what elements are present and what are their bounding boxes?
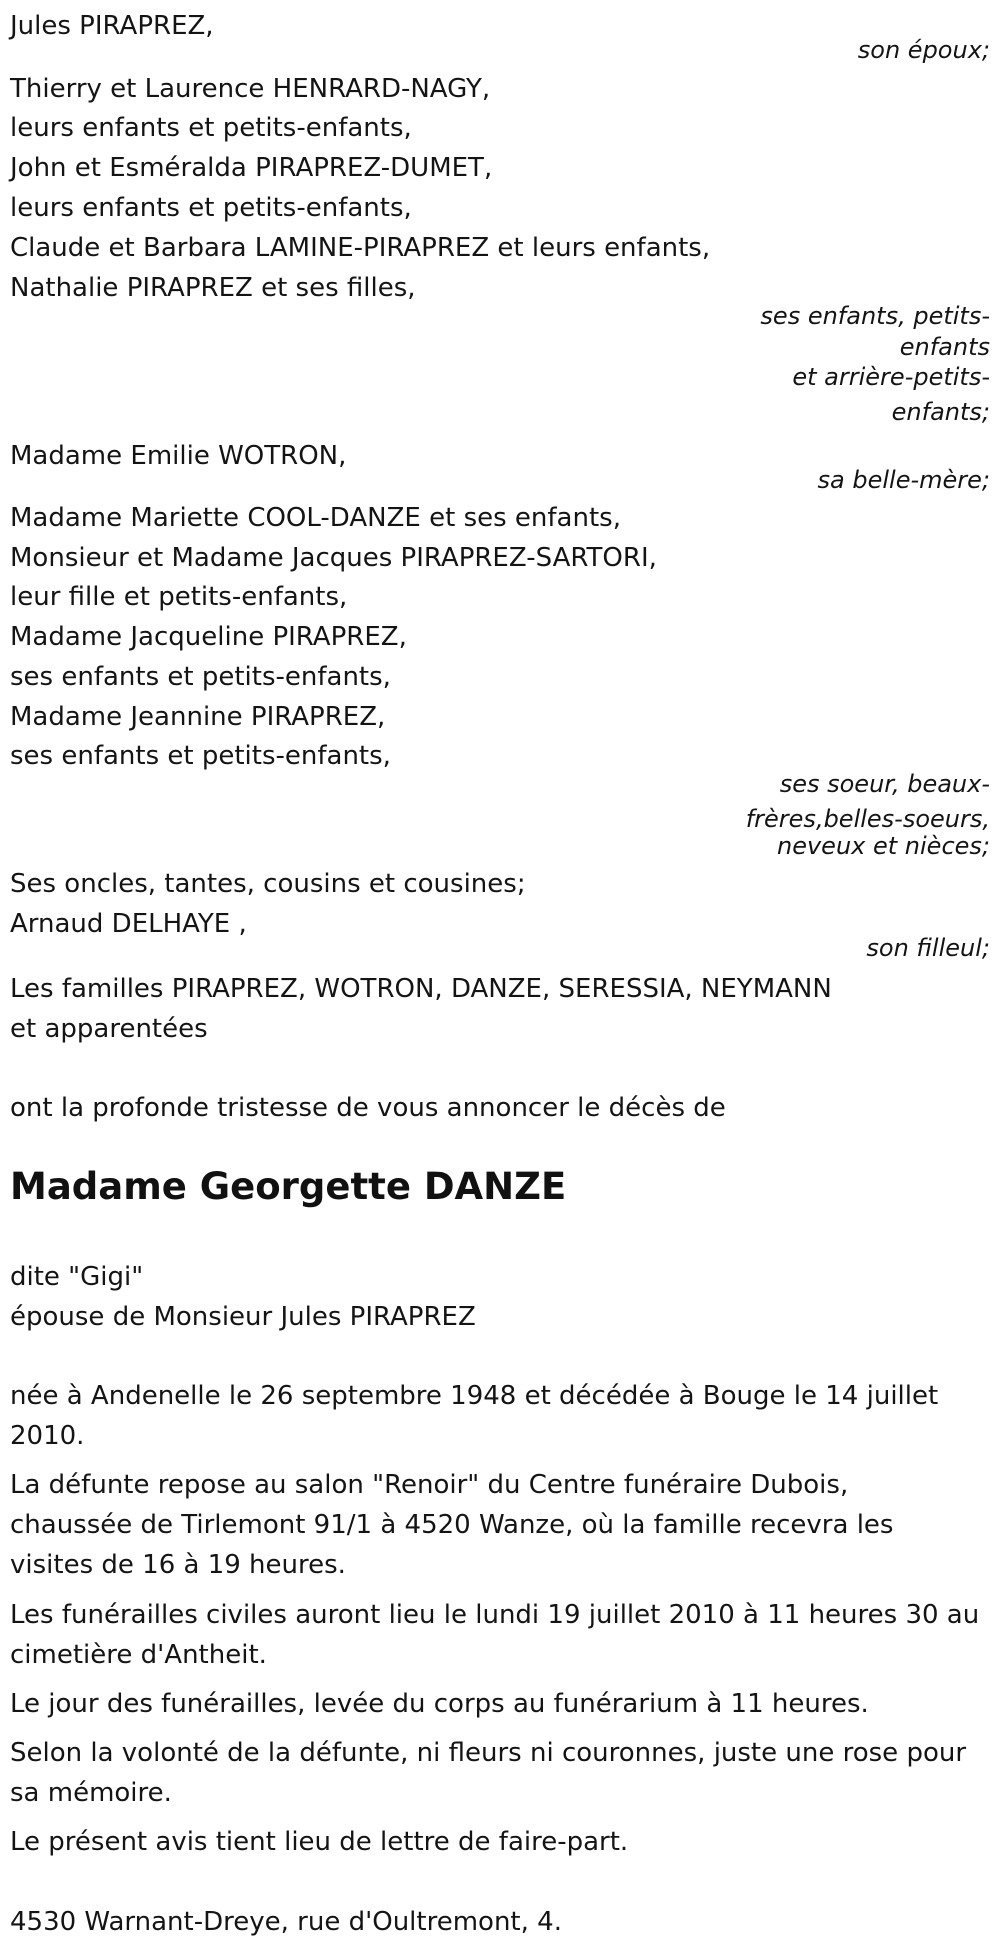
nickname: dite "Gigi"	[10, 1262, 144, 1292]
godson-relation: son filleul;	[866, 934, 990, 962]
siblings-line: leur fille et petits-enfants,	[10, 582, 348, 612]
siblings-line: Madame Jacqueline PIRAPREZ,	[10, 622, 407, 652]
deceased-name: Madame Georgette DANZE	[10, 1165, 567, 1208]
children-line: Nathalie PIRAPREZ et ses filles,	[10, 273, 416, 303]
families-line: et apparentées	[10, 1014, 208, 1044]
birth-death-text: née à Andenelle le 26 septembre 1948 et décédée à Bouge le 14 juillet	[10, 1381, 939, 1411]
address-text: 4530 Warnant-Dreye, rue d'Oultremont, 4.	[10, 1907, 562, 1937]
children-relation: ses enfants, petits- enfants et arrière-petits- enfants;	[760, 302, 990, 426]
notice-text: Le présent avis tient lieu de lettre de faire-part.	[10, 1827, 629, 1857]
siblings-line: Madame Jeannine PIRAPREZ,	[10, 702, 386, 732]
godson-line: Arnaud DELHAYE ,	[10, 909, 247, 939]
flowers-info: sa mémoire.	[10, 1778, 172, 1808]
children-line: leurs enfants et petits-enfants,	[10, 193, 412, 223]
mother-in-law-line: Madame Emilie WOTRON,	[10, 441, 347, 471]
levee-info: Le jour des funérailles, levée du corps au funérarium à 11 heures.	[10, 1689, 869, 1719]
relatives-line: Ses oncles, tantes, cousins et cousines;	[10, 869, 526, 899]
siblings-line: ses enfants et petits-enfants,	[10, 741, 391, 771]
announcement-text: ont la profonde tristesse de vous annoncer le décès de	[10, 1093, 726, 1123]
mother-in-law-relation: sa belle-mère;	[817, 466, 990, 494]
siblings-line: Madame Mariette COOL-DANZE et ses enfants,	[10, 503, 621, 533]
children-line: Thierry et Laurence HENRARD-NAGY,	[10, 74, 491, 104]
birth-death-text: 2010.	[10, 1421, 85, 1451]
spouse-relation: son époux;	[857, 36, 990, 64]
flowers-info: Selon la volonté de la défunte, ni fleurs ni couronnes, juste une rose pour	[10, 1738, 967, 1768]
siblings-line: ses enfants et petits-enfants,	[10, 662, 391, 692]
spouse-of: épouse de Monsieur Jules PIRAPREZ	[10, 1302, 476, 1332]
rest-info: chaussée de Tirlemont 91/1 à 4520 Wanze, où la famille recevra les	[10, 1510, 894, 1540]
rest-info: visites de 16 à 19 heures.	[10, 1550, 346, 1580]
funeral-info: cimetière d'Antheit.	[10, 1640, 267, 1670]
children-line: John et Esméralda PIRAPREZ-DUMET,	[10, 153, 493, 183]
spouse-line: Jules PIRAPREZ,	[10, 11, 214, 41]
siblings-relation: ses soeur, beaux- frères,belles-soeurs, neveux et nièces;	[745, 770, 990, 860]
children-line: leurs enfants et petits-enfants,	[10, 113, 412, 143]
families-line: Les familles PIRAPREZ, WOTRON, DANZE, SERESSIA, NEYMANN	[10, 974, 832, 1004]
funeral-info: Les funérailles civiles auront lieu le lundi 19 juillet 2010 à 11 heures 30 au	[10, 1600, 980, 1630]
siblings-line: Monsieur et Madame Jacques PIRAPREZ-SARTORI,	[10, 543, 657, 573]
children-line: Claude et Barbara LAMINE-PIRAPREZ et leurs enfants,	[10, 233, 711, 263]
rest-info: La défunte repose au salon "Renoir" du Centre funéraire Dubois,	[10, 1470, 849, 1500]
